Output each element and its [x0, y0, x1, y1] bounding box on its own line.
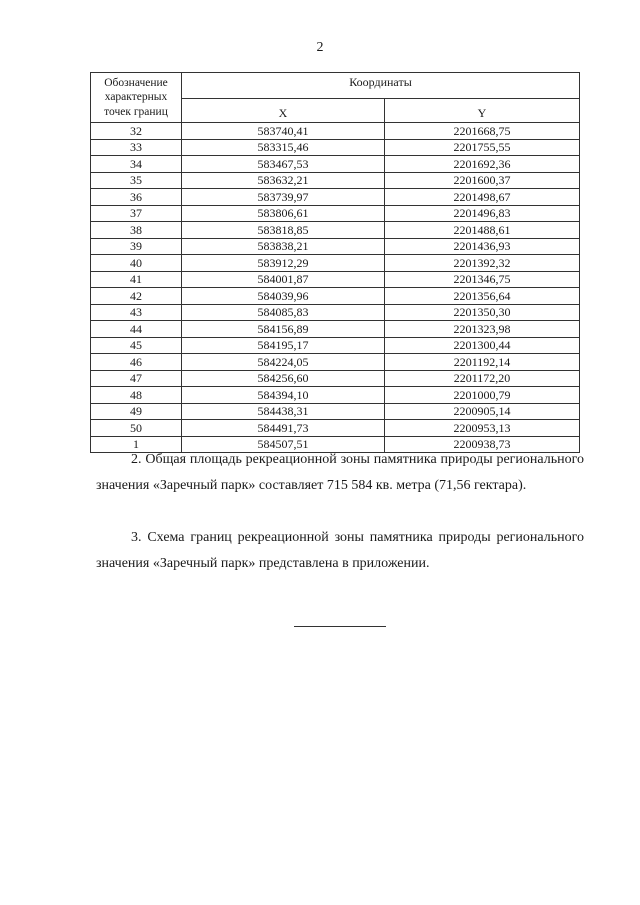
point-cell: 43 [91, 304, 182, 321]
y-cell: 2201323,98 [385, 321, 580, 338]
y-cell: 2201300,44 [385, 337, 580, 354]
table-row [91, 222, 580, 239]
y-cell: 2201488,61 [385, 222, 580, 239]
table-row [91, 139, 580, 156]
table-row [91, 172, 580, 189]
x-cell: 583740,41 [182, 123, 385, 140]
table-row [91, 321, 580, 338]
x-cell: 584256,60 [182, 370, 385, 387]
point-cell: 37 [91, 205, 182, 222]
point-cell: 44 [91, 321, 182, 338]
y-cell: 2201496,83 [385, 205, 580, 222]
y-column-header: Y [385, 99, 580, 123]
table-row [91, 123, 580, 140]
x-cell: 583818,85 [182, 222, 385, 239]
point-cell: 50 [91, 420, 182, 437]
point-cell: 34 [91, 156, 182, 173]
point-cell: 36 [91, 189, 182, 206]
point-cell: 40 [91, 255, 182, 272]
y-cell: 2201000,79 [385, 387, 580, 404]
x-cell: 583739,97 [182, 189, 385, 206]
y-cell: 2201356,64 [385, 288, 580, 305]
coordinates-table-body [91, 123, 580, 453]
point-cell: 47 [91, 370, 182, 387]
table-row [91, 189, 580, 206]
paragraph-scheme: 3. Схема границ рекреационной зоны памятника природы регионального значения «Заречный парк» представлена в приложении. [96, 530, 584, 571]
x-cell: 584085,83 [182, 304, 385, 321]
point-cell: 41 [91, 271, 182, 288]
point-cell: 35 [91, 172, 182, 189]
page-number: 2 [316, 40, 324, 55]
y-cell: 2201350,30 [385, 304, 580, 321]
table-row [91, 288, 580, 305]
x-column-header: X [182, 99, 385, 123]
point-cell: 49 [91, 403, 182, 420]
y-cell: 2200905,14 [385, 403, 580, 420]
point-cell: 45 [91, 337, 182, 354]
x-cell: 584438,31 [182, 403, 385, 420]
x-cell: 583467,53 [182, 156, 385, 173]
x-cell: 584001,87 [182, 271, 385, 288]
table-row [91, 370, 580, 387]
point-cell: 46 [91, 354, 182, 371]
y-cell: 2201755,55 [385, 139, 580, 156]
point-cell: 38 [91, 222, 182, 239]
y-cell: 2201668,75 [385, 123, 580, 140]
x-cell: 584491,73 [182, 420, 385, 437]
closing-rule [294, 626, 386, 627]
y-cell: 2201436,93 [385, 238, 580, 255]
table-row [91, 255, 580, 272]
y-cell: 2201600,37 [385, 172, 580, 189]
y-cell: 2201172,20 [385, 370, 580, 387]
y-cell: 2201192,14 [385, 354, 580, 371]
x-cell: 584156,89 [182, 321, 385, 338]
x-cell: 583315,46 [182, 139, 385, 156]
y-cell: 2200953,13 [385, 420, 580, 437]
point-cell: 33 [91, 139, 182, 156]
point-cell: 1 [91, 436, 182, 453]
x-cell: 583632,21 [182, 172, 385, 189]
x-cell: 583912,29 [182, 255, 385, 272]
point-cell: 42 [91, 288, 182, 305]
table-row [91, 387, 580, 404]
table-row [91, 238, 580, 255]
point-column-header: Обозначение характерных точек границ [91, 73, 182, 123]
table-row [91, 271, 580, 288]
x-cell: 584195,17 [182, 337, 385, 354]
y-cell: 2201392,32 [385, 255, 580, 272]
table-row [91, 156, 580, 173]
table-row [91, 420, 580, 437]
coordinates-table [90, 72, 580, 453]
point-cell: 32 [91, 123, 182, 140]
table-row [91, 304, 580, 321]
table-row [91, 205, 580, 222]
y-cell: 2201498,67 [385, 189, 580, 206]
table-row [91, 337, 580, 354]
x-cell: 584224,05 [182, 354, 385, 371]
table-row [91, 403, 580, 420]
coordinates-header: Координаты [182, 73, 580, 99]
x-cell: 584394,10 [182, 387, 385, 404]
x-cell: 584507,51 [182, 436, 385, 453]
table-row [91, 354, 580, 371]
x-cell: 583838,21 [182, 238, 385, 255]
paragraph-area: 2. Общая площадь рекреационной зоны памятника природы регионального значения «Заречный парк» составляет 715 584 кв. метра (71,56 гектара). [96, 452, 584, 493]
point-cell: 48 [91, 387, 182, 404]
y-cell: 2201346,75 [385, 271, 580, 288]
x-cell: 583806,61 [182, 205, 385, 222]
y-cell: 2201692,36 [385, 156, 580, 173]
y-cell: 2200938,73 [385, 436, 580, 453]
point-cell: 39 [91, 238, 182, 255]
x-cell: 584039,96 [182, 288, 385, 305]
